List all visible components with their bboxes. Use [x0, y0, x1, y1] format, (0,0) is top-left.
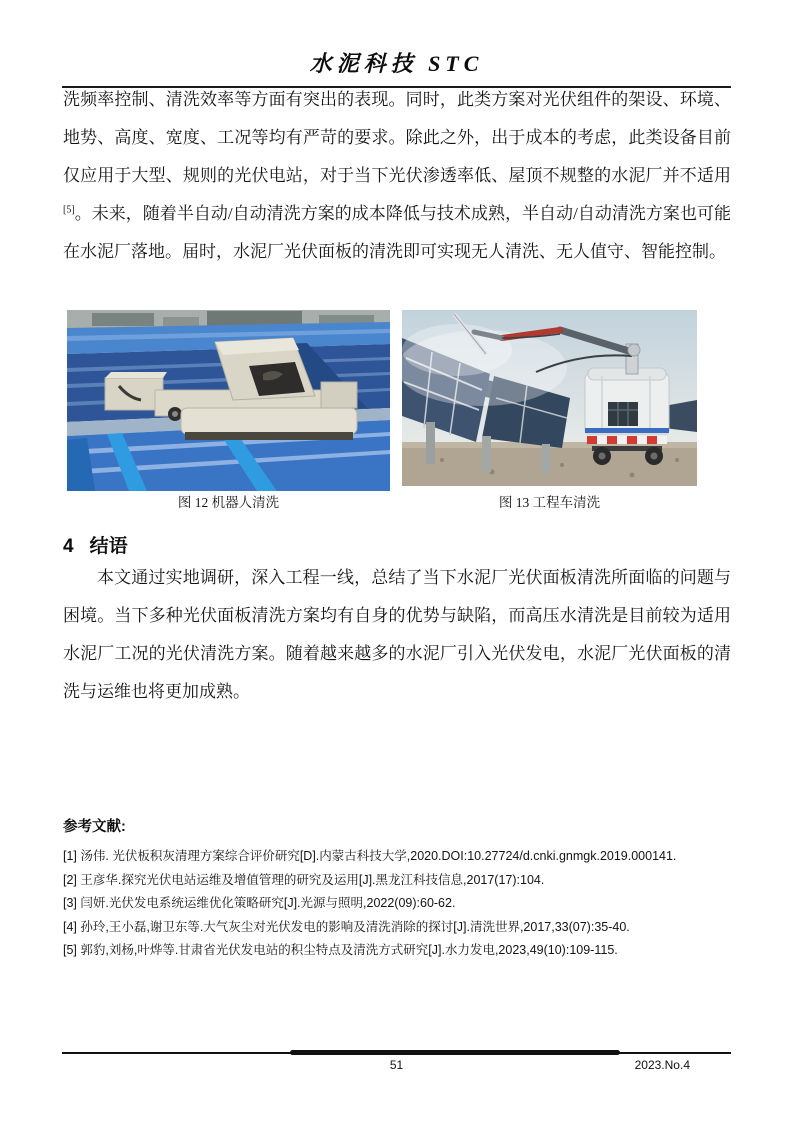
section-number: 4 — [63, 536, 74, 557]
figure-caption-12: 图 12 机器人清洗 — [177, 495, 280, 510]
issue-label: 2023.No.4 — [634, 1058, 690, 1072]
journal-title: 水泥科技 STC — [309, 51, 484, 76]
reference-item: [5] 郭豹,刘杨,叶烨等.甘肃省光伏发电站的积尘特点及清洗方式研究[J].水力发电,2023,49(10):109-115. — [63, 943, 618, 957]
figure-caption-13: 图 13 工程车清洗 — [498, 495, 601, 510]
section-title: 结语 — [89, 536, 128, 557]
reference-item: [4] 孙玲,王小磊,谢卫东等.大气灰尘对光伏发电的影响及清洗消除的探讨[J].清洗世界,2017,33(07):35-40. — [63, 919, 630, 934]
references-list — [63, 845, 731, 963]
citation-superscript: [5] — [63, 204, 75, 216]
reference-item: [3] 闫妍.光伏发电系统运维优化策略研究[J].光源与照明,2022(09):60-62. — [63, 896, 456, 910]
footer-rule-artifact — [290, 1050, 620, 1055]
section-heading — [63, 531, 731, 558]
robot-cleaning-illustration — [67, 310, 390, 491]
figure-image-truck-cleaning — [402, 310, 697, 486]
page-number: 51 — [389, 1058, 404, 1072]
references-heading: 参考文献: — [63, 819, 126, 835]
figures-row — [0, 308, 793, 490]
truck-cleaning-illustration — [402, 310, 697, 486]
references-section — [63, 815, 731, 963]
reference-item: [2] 王彦华.探究光伏电站运维及增值管理的研究及运用[J].黑龙江科技信息,2017(17):104. — [63, 872, 545, 887]
figure-image-robot-cleaning — [67, 310, 390, 491]
paragraph-text: 。未来，随着半自动/自动清洗方案的成本降低与技术成熟，半自动/自动清洗方案也可能在水泥厂落地。届时，水泥厂光伏面板的清洗即可实现无人清洗、无人值守、智能控制。 — [63, 204, 731, 261]
continued-paragraph — [63, 81, 731, 271]
reference-item: [1] 汤伟. 光伏板积灰清理方案综合评价研究[D].内蒙古科技大学,2020.DOI:10.27724/d.cnki.gnmgk.2019.000141. — [63, 849, 677, 863]
conclusion-paragraph: 本文通过实地调研，深入工程一线，总结了当下水泥厂光伏面板清洗所面临的问题与困境。当下多种光伏面板清洗方案均有自身的优势与缺陷，而高压水清洗是目前较为适用水泥厂工况的光伏清洗方案。随着越来越多的水泥厂引入光伏发电，水泥厂光伏面板的清洗与运维也将更加成熟。 — [63, 568, 731, 701]
paragraph-text: 洗频率控制、清洗效率等方面有突出的表现。同时，此类方案对光伏组件的架设、环境、地势、高度、宽度、工况等均有严苛的要求。除此之外，出于成本的考虑，此类设备目前仅应用于大型、规则的光伏电站，对于当下光伏渗透率低、屋顶不规整的水泥厂并不适用 — [63, 90, 731, 185]
